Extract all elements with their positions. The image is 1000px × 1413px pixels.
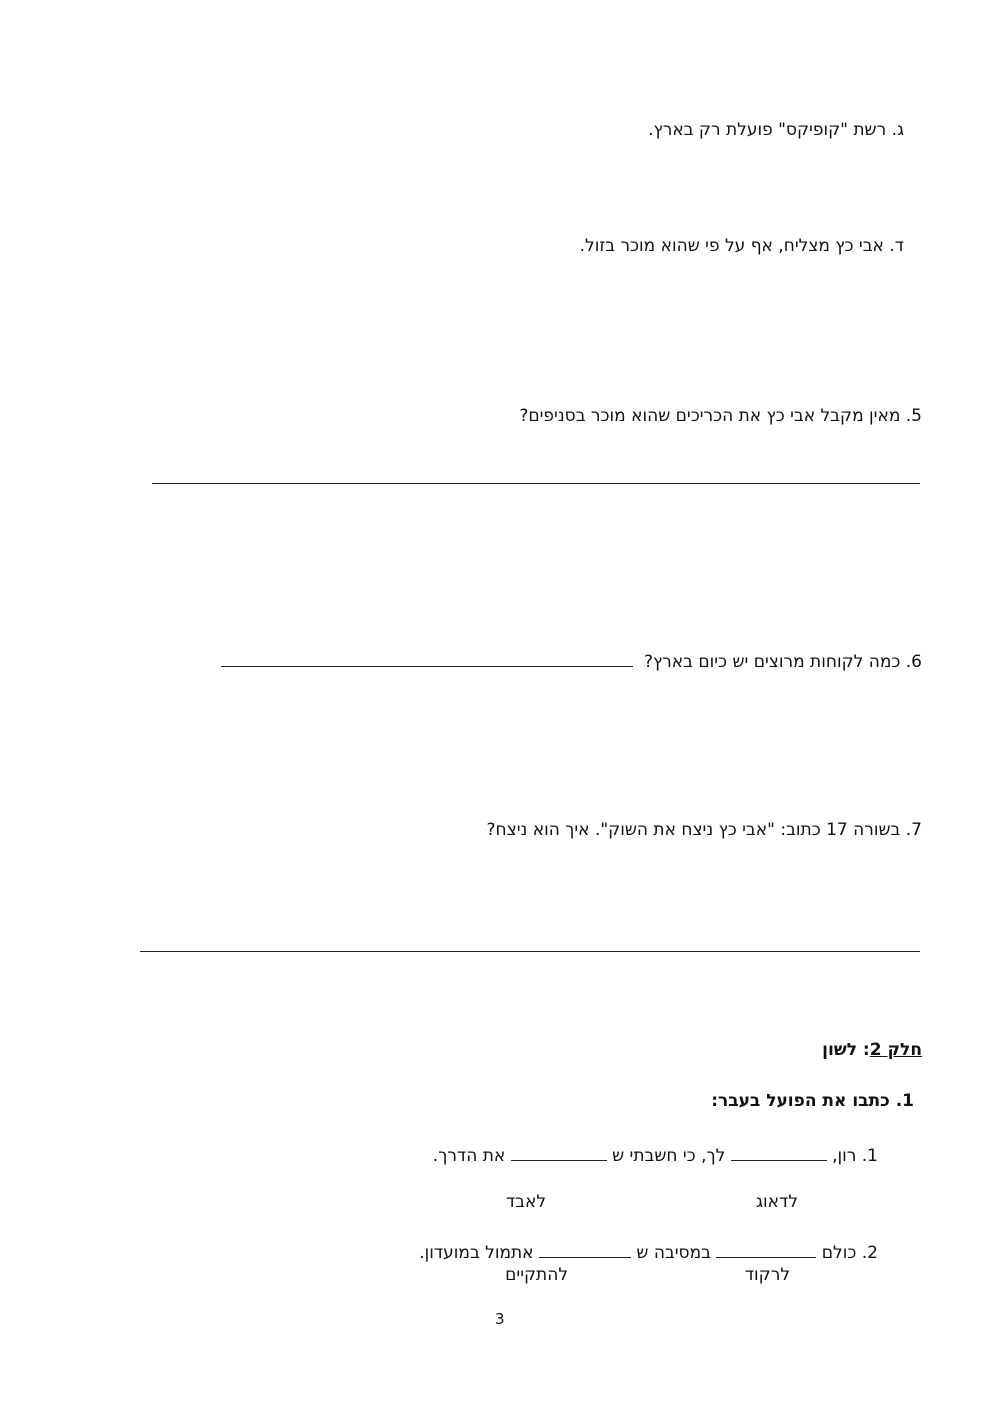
answer-blank-6[interactable] xyxy=(221,649,633,667)
question-5: 5. מאין מקבל אבי כץ את הכריכים שהוא מוכר בסניפים? xyxy=(519,406,922,426)
sentence-1-hint-a: לדאוג xyxy=(756,1192,798,1212)
sentence-1-part2: לך, כי חשבתי ש xyxy=(612,1146,726,1166)
sentence-1 xyxy=(433,1143,878,1166)
sentence-2-part2: במסיבה ש xyxy=(636,1243,711,1263)
statement-g: ג. רשת "קופיקס" פועלת רק בארץ. xyxy=(648,120,904,140)
sentence-2-hint-a: לרקוד xyxy=(744,1265,790,1285)
page-number: 3 xyxy=(495,1310,505,1328)
section-heading-prefix: חלק 2 xyxy=(869,1040,922,1060)
sentence-1-hint-b: לאבד xyxy=(505,1192,546,1212)
section-heading-suffix: : לשון xyxy=(822,1040,870,1060)
sentence-2-number: 2. xyxy=(861,1243,878,1263)
sentence-2-blank-1[interactable] xyxy=(716,1240,816,1258)
sentence-1-blank-1[interactable] xyxy=(731,1143,827,1161)
sentence-1-number: 1. xyxy=(861,1146,878,1166)
sentence-2 xyxy=(419,1240,878,1263)
statement-d: ד. אבי כץ מצליח, אף על פי שהוא מוכר בזול. xyxy=(579,236,904,256)
question-7: 7. בשורה 17 כתוב: "אבי כץ ניצח את השוק". איך הוא ניצח? xyxy=(486,820,922,840)
sentence-2-part1: כולם xyxy=(821,1243,857,1263)
answer-line-7[interactable] xyxy=(140,951,920,952)
sentence-1-part1: רון, xyxy=(832,1146,857,1166)
sentence-2-hint-b: להתקיים xyxy=(505,1265,568,1285)
sentence-1-part3: את הדרך. xyxy=(432,1146,506,1166)
question-6 xyxy=(221,649,922,672)
sentence-2-blank-2[interactable] xyxy=(539,1240,631,1258)
sentence-2-part3: אתמול במועדון. xyxy=(419,1243,534,1263)
question-6-text: 6. כמה לקוחות מרוצים יש כיום בארץ? xyxy=(643,652,922,672)
instruction: 1. כתבו את הפועל בעבר: xyxy=(711,1091,914,1111)
section-heading xyxy=(822,1040,922,1060)
answer-line-5[interactable] xyxy=(152,483,920,484)
sentence-1-blank-2[interactable] xyxy=(511,1143,607,1161)
